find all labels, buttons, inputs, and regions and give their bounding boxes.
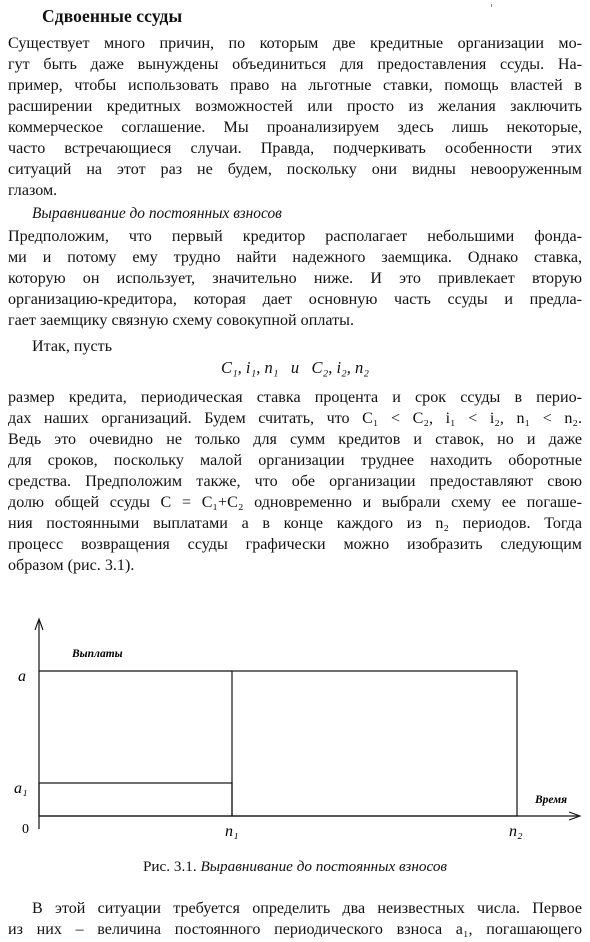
paragraph2-line: гает заемщику связную схему совокупной оплаты. bbox=[8, 312, 354, 329]
paragraph1-line: коммерческое соглашение. Мы проанализируем здесь лишь некоторые, bbox=[8, 119, 582, 136]
paragraph4-line: В этой ситуации требуется определить два неизвестных числа. Первое bbox=[32, 900, 582, 917]
formula-text: C₁, i₁, n₁ и C₂, i₂, n₂ bbox=[220, 358, 370, 377]
paragraph3-line: процесс возвращения ссуды графически можно изобразить следующим bbox=[8, 536, 582, 553]
paragraph2-line: организацию-кредитора, которая дает основную часть ссуды и предла- bbox=[8, 291, 582, 308]
paragraph3-line: ния постоянными выплатами a в конце каждого из n₂ периодов. Тогда bbox=[8, 515, 582, 532]
x-axis-title: Время bbox=[535, 794, 568, 806]
paragraph1-line: расширении кредитных возможностей или просто из желания заключить bbox=[8, 98, 582, 115]
x-tick-0: 0 bbox=[22, 822, 29, 837]
paragraph1-line: гут быть даже вынуждены объединиться для предоставления ссуды. На- bbox=[8, 56, 582, 73]
paragraph2-line: которую он использует, значительно ниже. И это привлекает вторую bbox=[8, 270, 582, 287]
corner-mark: ' bbox=[490, 2, 494, 15]
section-heading: Сдвоенные ссуды bbox=[42, 6, 183, 26]
figure-3-1 bbox=[0, 615, 590, 855]
paragraph1-line: ситуаций на этот раз не будем, поскольку они видны невооруженным bbox=[8, 161, 582, 178]
caption-title: Выравнивание до постоянных взносов bbox=[200, 858, 448, 875]
paragraph3-line: средства. Предположим также, что обе организации предоставляют свою bbox=[8, 473, 582, 490]
paragraph2-line: Предположим, что первый кредитор располагает небольшими фонда- bbox=[8, 228, 582, 245]
paragraph1-line: Существует много причин, по которым две кредитные организации мо- bbox=[8, 35, 582, 52]
x-tick-n1: n₁ bbox=[225, 823, 239, 840]
paragraph3-line: дах наших организаций. Будем считать, что C₁ < C₂, i₁ < i₂, n₁ < n₂. bbox=[8, 410, 582, 427]
paragraph3-line: размер кредита, периодическая ставка процента и срок ссуды в перио- bbox=[8, 389, 582, 406]
second-lender-payments bbox=[232, 671, 517, 816]
paragraph3-line: образом (рис. 3.1). bbox=[8, 557, 135, 574]
y-tick-a1: a₁ bbox=[14, 780, 28, 797]
subheading: Выравнивание до постоянных взносов bbox=[32, 205, 282, 222]
paragraph1-line: пример, чтобы использовать право на льготные ставки, помощь властей в bbox=[8, 77, 582, 94]
paragraph1-line: часто встречающиеся случаи. Правда, подчеркивать особенности этих bbox=[8, 140, 582, 157]
first-lender-payments bbox=[39, 783, 232, 816]
paragraph3-line: Ведь это очевидно не только для сумм кредитов и ставок, но и даже bbox=[8, 431, 582, 448]
paragraph3-line: для сроков, поскольку малой организации труднее находить оборотные bbox=[8, 452, 582, 469]
paragraph4-line: из них – величина постоянного периодического взноса a₁, погашающего bbox=[8, 921, 582, 938]
y-axis-title: Выплаты bbox=[72, 648, 123, 660]
y-tick-a: a bbox=[18, 668, 26, 685]
figure-caption bbox=[0, 858, 590, 876]
let-line: Итак, пусть bbox=[32, 338, 113, 355]
paragraph2-line: ми и потому ему трудно найти надежного заемщика. Однако ставка, bbox=[8, 249, 582, 266]
x-tick-n2: n₂ bbox=[509, 823, 523, 840]
caption-prefix: Рис. 3.1. bbox=[142, 858, 197, 875]
formula bbox=[0, 358, 590, 378]
paragraph3-line: долю общей ссуды C = C₁+C₂ одновременно и выбрали схему ее погаше- bbox=[8, 494, 582, 511]
paragraph1-line: глазом. bbox=[8, 182, 58, 199]
